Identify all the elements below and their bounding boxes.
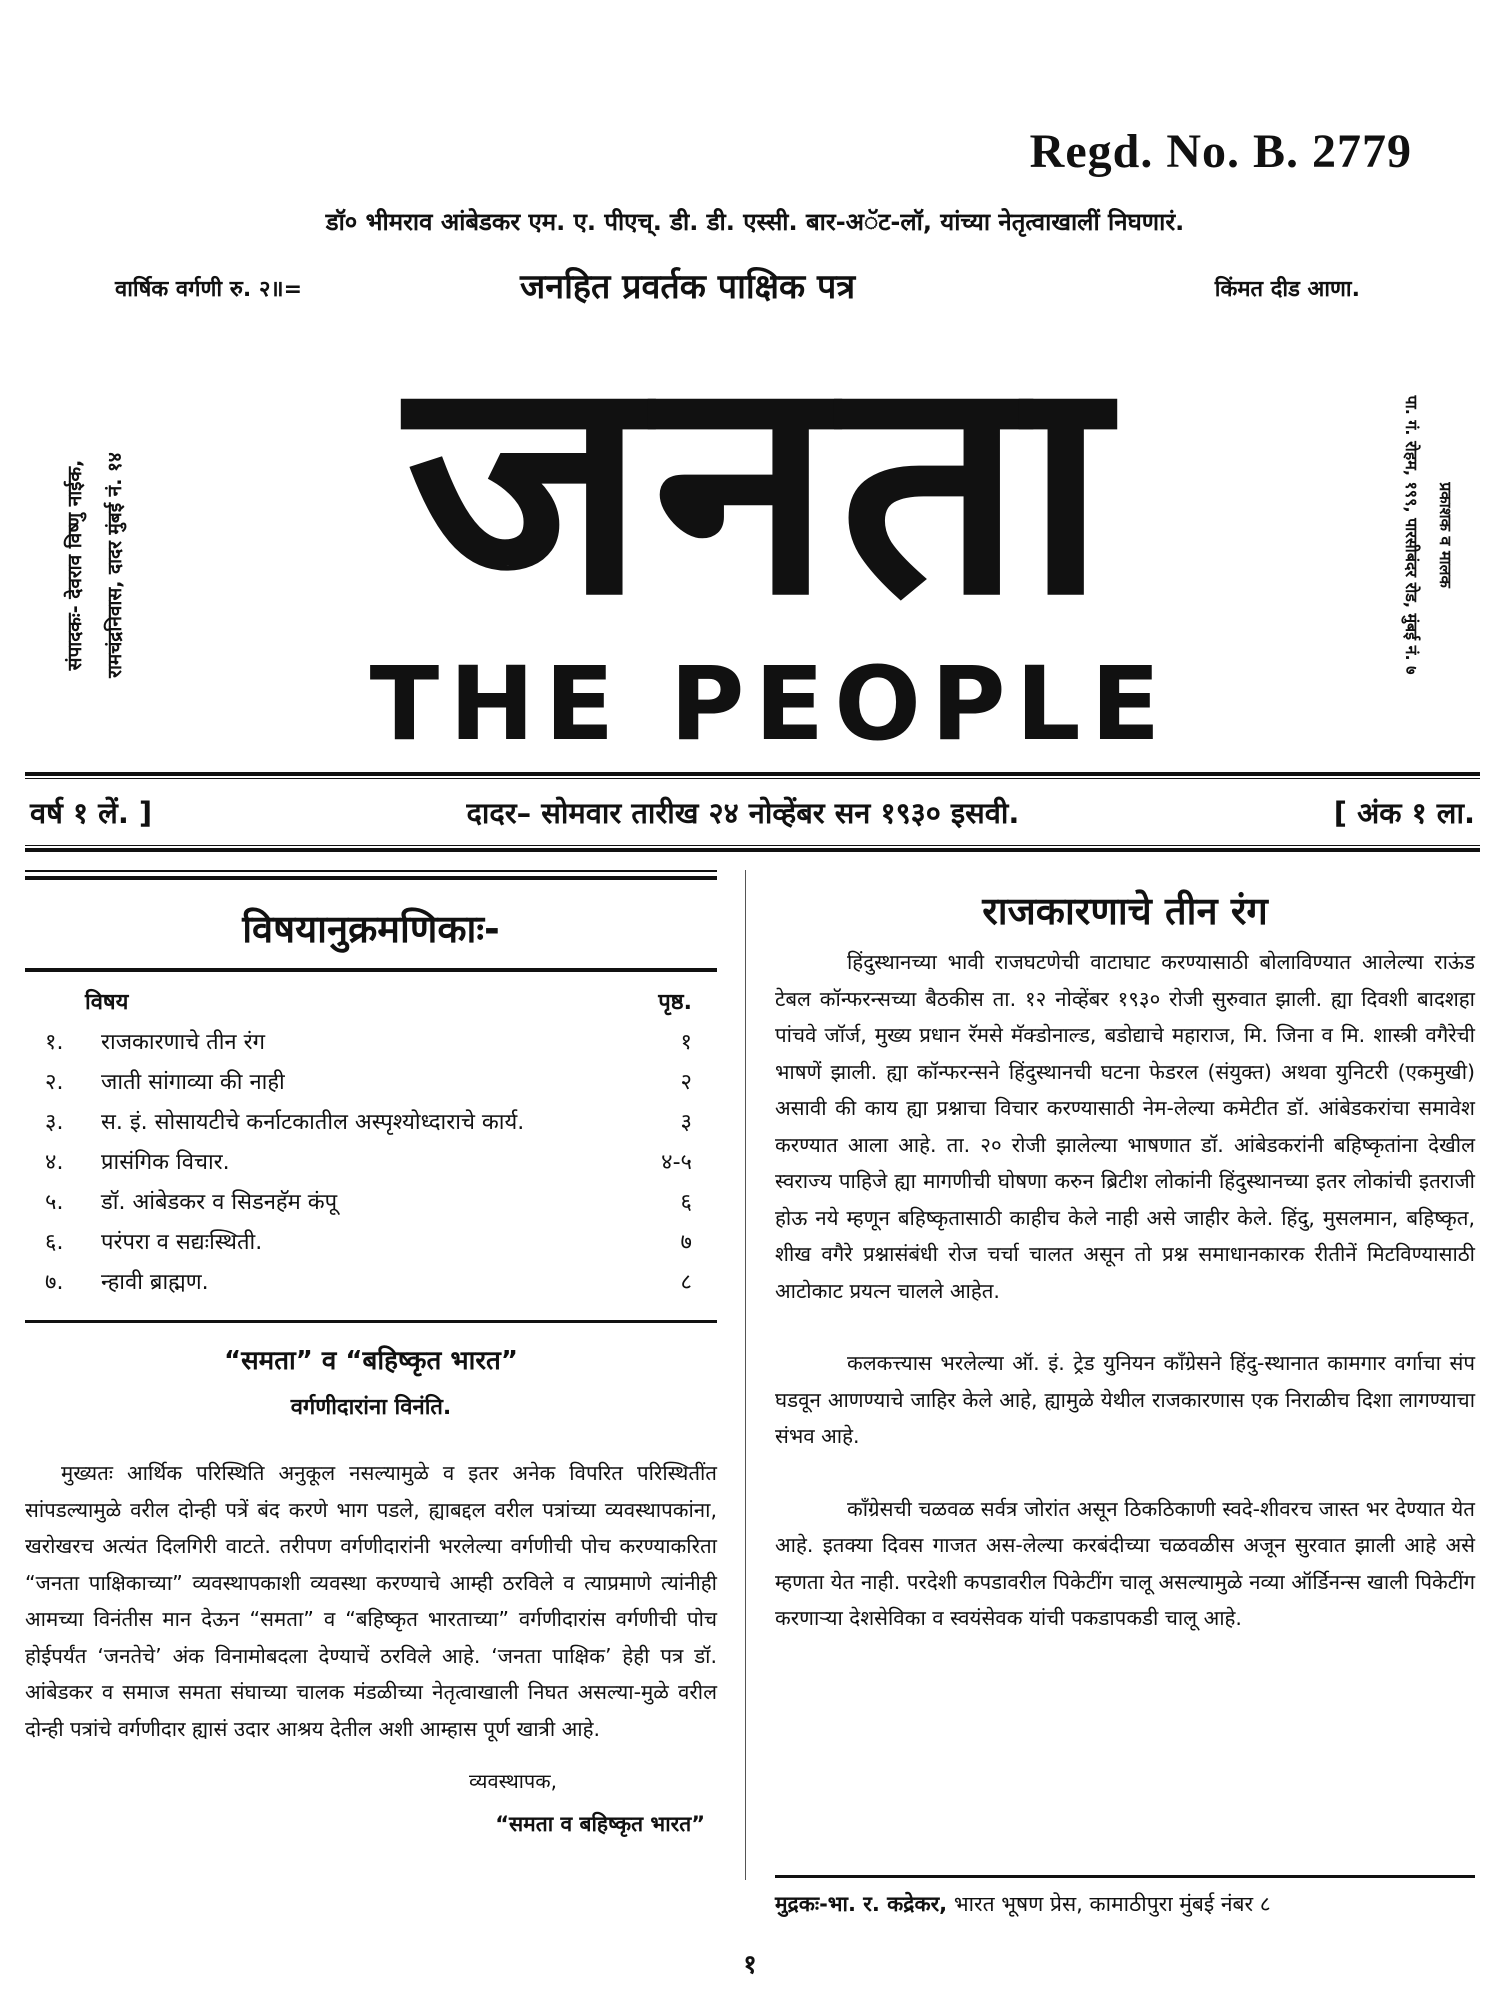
toc-item-page: ८ xyxy=(680,1270,692,1295)
printer-details: भारत भूषण प्रेस, कामाठीपुरा मुंबई नंबर ८ xyxy=(947,1892,1271,1916)
editor-name: संपादकः- देवराव विष्णु नाईक, xyxy=(64,459,86,671)
toc-item-num: ५. xyxy=(45,1190,64,1215)
column-divider xyxy=(745,870,746,1880)
toc-item-num: ४. xyxy=(45,1150,64,1175)
toc-item-page: ७ xyxy=(680,1230,692,1255)
article-title: राजकारणाचे तीन रंग xyxy=(982,889,1268,933)
registration-number: Regd. No. B. 2779 xyxy=(1029,125,1412,178)
toc-col-subject: विषय xyxy=(85,990,129,1015)
printer-rule xyxy=(775,1875,1475,1878)
editor-credit-line: डॉ० भीमराव आंबेडकर एम. ए. पीएच्. डी. डी. एस्सी. बार-अॅट-लॉ, यांच्या नेतृत्वाखालीं निघणारं. xyxy=(325,208,1185,236)
printer-line xyxy=(775,1880,1475,1918)
toc-item-num: २. xyxy=(45,1070,64,1095)
volume-label: वर्ष १ लें. ] xyxy=(30,795,153,830)
toc-item-num: ३. xyxy=(45,1110,64,1135)
toc-row xyxy=(45,1106,692,1146)
page-number: १ xyxy=(743,1950,757,1980)
notice-signature-name: “समता व बहिष्कृत भारत” xyxy=(495,1812,705,1836)
toc-item-title: न्हावी ब्राह्मण. xyxy=(101,1270,209,1295)
article-paragraph: हिंदुस्थानच्या भावी राजघटणेची वाटाघाट करण्यासाठी बोलाविण्यात आलेल्या राऊंड टेबल कॉन्फरन्सच्या बैठकीस ता. १२ नोव्हेंबर १९३० रोजी सुरुवात झाली. ह्या दिवशी बादशहा पांचवे जॉर्ज, मुख्य प्रधान रॅमसे मॅक्डोनाल्ड, बडोद्याचे महाराज, मि. जिना व मि. शास्त्री वगैरेची भाषणें झाली. ह्या कॉन्फरन्सने हिंदुस्थानची घटना फेडरल (संयुक्त) अथवा युनिटरी (एकमुखी) असावी की काय ह्या प्रश्नाचा विचार करण्यासाठी नेम-लेल्या कमेटीत डॉ. आंबेडकरांचा समावेश करण्यात आला आहे. ता. २० रोजी झालेल्या भाषणात डॉ. आंबेडकरांनी बहिष्कृतांना देखील स्वराज्य पाहिजे ह्या मागणीची घोषणा करुन ब्रिटीश लोकांनी हिंदुस्थानच्या इतर लोकांची इतराजी होऊ नये म्हणून बहिष्कृतासाठी काहीच केले नाही असे जाहीर केले. हिंदु, मुसलमान, बहिष्कृत, शीख वगैरे प्रश्नासंबंधी रोज चर्चा चालत असून तो प्रश्न समाधानकारक रीतीनें मिटविण्यासाठी आटोकाट प्रयत्न चालले आहेत. xyxy=(775,950,1475,1303)
notice-body: मुख्यतः आर्थिक परिस्थिति अनुकूल नसल्यामुळे व इतर अनेक विपरित परिस्थितींत सांपडल्यामुळे वरील दोन्ही पत्रें बंद करणे भाग पडले, ह्याबद्दल वरील पत्रांच्या व्यवस्थापकांना, खरोखरच अत्यंत दिलगिरी वाटते. तरीपण वर्गणीदारांनी भरलेल्या वर्गणीची पोच करण्याकरिता “जनता पाक्षिकाच्या” व्यवस्थापकाशी व्यवस्था करण्याचे आम्ही ठरविले व त्याप्रमाणे त्यांनीही आमच्या विनंतीस मान देऊन “समता” व “बहिष्कृत भारताच्या” वर्गणीदारांस वर्गणीची पोच होईपर्यंत ‘जनतेचे’ अंक विनामोबदला देण्याचें ठरविले आहे. ‘जनता पाक्षिक’ हेही पत्र डॉ. आंबेडकर व समाज समता संघाच्या चालक मंडळीच्या नेतृत्वाखाली निघत असल्या-मुळे वरील दोन्ही पत्रांचे वर्गणीदार ह्यासं उदार आश्रय देतील अशी आम्हास पूर्ण खात्री आहे. xyxy=(25,1461,717,1741)
publication-date: दादर– सोमवार तारीख २४ नोव्हेंबर सन १९३० इसवी. xyxy=(466,795,1020,830)
toc-item-page: ६ xyxy=(680,1190,692,1215)
toc-header-row xyxy=(45,972,692,1026)
toc-row xyxy=(45,1066,692,1106)
toc-item-title: स. इं. सोसायटीचे कर्नाटकातील अस्पृश्योध्दाराचे कार्य. xyxy=(101,1110,525,1135)
toc-item-page: १ xyxy=(680,1030,692,1055)
toc-row xyxy=(45,1186,692,1226)
left-column xyxy=(25,880,717,1838)
dateline-top-rule-thin xyxy=(25,778,1480,779)
toc-item-page: ४-५ xyxy=(661,1150,692,1175)
publisher-address-vertical xyxy=(1368,370,1488,700)
toc-item-num: ७. xyxy=(45,1270,64,1295)
masthead-english-title: THE PEOPLE xyxy=(369,645,1171,764)
toc-item-title: जाती सांगाव्या की नाही xyxy=(101,1070,285,1095)
toc-item-title: डॉ. आंबेडकर व सिडनहॅम कंपू xyxy=(101,1190,338,1215)
left-column-top-rule xyxy=(25,870,717,872)
toc-list xyxy=(45,1026,692,1306)
publisher-label: प्रकाशक व मालक xyxy=(1436,482,1455,588)
editor-address: रामचंद्रनिवास, दादर मुंबई नं. १४ xyxy=(104,452,126,678)
annual-subscription: वार्षिक वर्गणी रु. २॥= xyxy=(115,277,303,302)
toc-row xyxy=(45,1026,692,1066)
issue-label: [ अंक १ ला. xyxy=(1333,795,1475,830)
notice-title: “समता” व “बहिष्कृत भारत” xyxy=(224,1346,518,1376)
toc-row xyxy=(45,1146,692,1186)
right-column xyxy=(775,870,1475,1637)
toc-item-title: राजकारणाचे तीन रंग xyxy=(101,1030,266,1055)
toc-item-num: ६. xyxy=(45,1230,64,1255)
toc-heading: विषयानुक्रमणिकाः- xyxy=(242,907,500,951)
editor-address-vertical xyxy=(20,400,170,730)
table-of-contents xyxy=(25,972,717,1320)
dateline xyxy=(25,787,1480,837)
notice-subtitle: वर्गणीदारांना विनंति. xyxy=(290,1395,452,1420)
notice-signature-role: व्यवस्थापक, xyxy=(469,1769,557,1793)
dateline-top-rule xyxy=(25,772,1480,776)
toc-col-page: पृष्ठ. xyxy=(658,990,692,1015)
dateline-bottom-rule-thin xyxy=(25,845,1480,846)
toc-row xyxy=(45,1266,692,1306)
printer-label: मुद्रकः-भा. र. कद्रेकर, xyxy=(775,1892,948,1916)
price: किंमत दीड आणा. xyxy=(1214,277,1360,302)
dateline-bottom-rule xyxy=(25,848,1480,852)
toc-item-title: परंपरा व सद्यःस्थिती. xyxy=(101,1230,263,1255)
tagline: जनहित प्रवर्तक पाक्षिक पत्र xyxy=(520,267,856,307)
article-paragraph: कलकत्त्यास भरलेल्या ऑ. इं. ट्रेड युनियन कॉंग्रेसने हिंदु-स्थानात कामगार वर्गाचा संप घडवून आणण्याचे जाहिर केले आहे, ह्यामुळे येथील राजकारणास एक निराळीच दिशा लागण्याचा संभव आहे. xyxy=(775,1351,1475,1448)
publisher-address: पा. गं. रोहम, १९९, पारसीबंदर रोड, मुंबई नं. ७ xyxy=(1402,395,1421,675)
toc-item-page: ३ xyxy=(680,1110,692,1135)
article-paragraph: कॉंग्रेसची चळवळ सर्वत्र जोरांत असून ठिकठिकाणी स्वदे-शीवरच जास्त भर देण्यात येत आहे. इतक्या दिवस गाजत अस-लेल्या करबंदीच्या चळवळीस अजून सुरवात झाली आहे असे म्हणता येत नाही. परदेशी कपडावरील पिकेटींग चालू असल्यामुळे नव्या ऑर्डिनन्स खाली पिकेटींग करणाऱ्या देशसेविका व स्वयंसेवक यांची पकडापकडी चालू आहे. xyxy=(775,1496,1475,1630)
toc-item-page: २ xyxy=(680,1070,692,1095)
masthead-title: जनता xyxy=(405,312,1115,661)
toc-item-title: प्रासंगिक विचार. xyxy=(101,1150,230,1175)
toc-row xyxy=(45,1226,692,1266)
toc-item-num: १. xyxy=(45,1030,64,1055)
